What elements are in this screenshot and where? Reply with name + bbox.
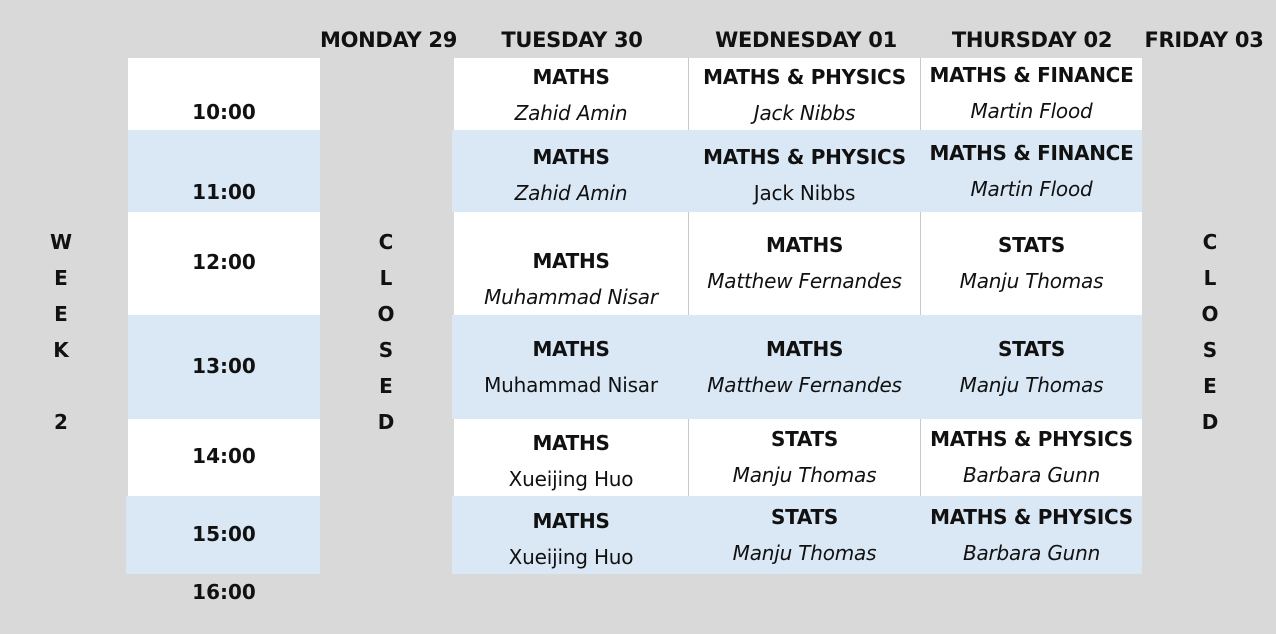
time-label: 11:00 [192, 180, 256, 204]
session-subject: MATHS [765, 337, 844, 361]
session-subject: MATHS [765, 233, 844, 257]
closed-letter: L [1203, 266, 1217, 290]
session-cell [454, 425, 688, 497]
time-label: 13:00 [192, 354, 256, 378]
time-label: 15:00 [192, 522, 256, 546]
session-subject: MATHS [532, 145, 610, 169]
session-cell [454, 331, 688, 403]
time-label: 10:00 [192, 100, 256, 124]
session-subject: STATS [771, 505, 838, 529]
closed-letter: C [378, 230, 394, 254]
day-header-tuesday: TUESDAY 30 [501, 28, 643, 52]
time-label: 16:00 [192, 580, 256, 604]
week-label [46, 224, 76, 440]
session-cell [454, 503, 688, 575]
closed-letter: E [1203, 374, 1217, 398]
session-tutor: Jack Nibbs [753, 181, 856, 205]
session-cell [921, 57, 1142, 129]
session-subject: MATHS [532, 431, 610, 455]
session-cell [454, 243, 688, 315]
session-tutor: Zahid Amin [514, 101, 628, 125]
session-tutor: Muhammad Nisar [484, 373, 658, 397]
closed-letter: S [378, 338, 394, 362]
session-cell [689, 227, 920, 299]
session-cell [689, 421, 920, 493]
session-tutor: Martin Flood [970, 99, 1093, 123]
closed-letter: E [379, 374, 393, 398]
time-label: 12:00 [192, 250, 256, 274]
session-tutor: Manju Thomas [732, 541, 877, 565]
session-subject: STATS [998, 233, 1065, 257]
session-subject: STATS [771, 427, 838, 451]
session-cell [689, 499, 920, 571]
session-tutor: Matthew Fernandes [707, 373, 902, 397]
session-tutor: Manju Thomas [959, 373, 1104, 397]
session-cell [921, 135, 1142, 207]
session-tutor: Xueijing Huo [508, 467, 634, 491]
time-label: 14:00 [192, 444, 256, 468]
session-subject: STATS [998, 337, 1065, 361]
session-tutor: Xueijing Huo [508, 545, 634, 569]
session-subject: MATHS & FINANCE [929, 63, 1134, 87]
session-tutor: Muhammad Nisar [484, 285, 658, 309]
closed-letter: O [377, 302, 395, 326]
friday-closed-label [1195, 224, 1225, 440]
session-cell [921, 421, 1142, 493]
week-letter [46, 368, 76, 404]
session-tutor: Manju Thomas [732, 463, 877, 487]
closed-letter: D [1201, 410, 1219, 434]
session-cell [689, 139, 920, 211]
session-subject: MATHS [532, 509, 610, 533]
week-letter: W [49, 230, 73, 254]
session-tutor: Barbara Gunn [962, 463, 1101, 487]
session-subject: MATHS [532, 337, 610, 361]
day-header-wednesday: WEDNESDAY 01 [715, 28, 897, 52]
session-tutor: Zahid Amin [514, 181, 628, 205]
session-cell [921, 331, 1142, 403]
session-tutor: Jack Nibbs [753, 101, 856, 125]
week-letter: E [54, 302, 68, 326]
session-subject: MATHS & FINANCE [929, 141, 1134, 165]
week-letter: 2 [54, 410, 68, 434]
session-cell [921, 227, 1142, 299]
closed-letter: L [379, 266, 393, 290]
monday-closed-label [371, 224, 401, 440]
session-subject: MATHS & PHYSICS [930, 505, 1133, 529]
week-letter: E [54, 266, 68, 290]
week-letter: K [53, 338, 69, 362]
session-cell [454, 59, 688, 131]
closed-letter: D [377, 410, 395, 434]
day-header-friday: FRIDAY 03 [1144, 28, 1264, 52]
session-subject: MATHS & PHYSICS [930, 427, 1133, 451]
closed-letter: O [1201, 302, 1219, 326]
session-cell [454, 139, 688, 211]
session-tutor: Manju Thomas [959, 269, 1104, 293]
session-tutor: Barbara Gunn [962, 541, 1101, 565]
session-subject: MATHS [532, 249, 610, 273]
session-tutor: Matthew Fernandes [707, 269, 902, 293]
session-cell [689, 331, 920, 403]
day-header-monday: MONDAY 29 [320, 28, 458, 52]
closed-letter: S [1202, 338, 1218, 362]
session-cell [689, 59, 920, 131]
session-subject: MATHS & PHYSICS [703, 65, 906, 89]
session-subject: MATHS & PHYSICS [703, 145, 906, 169]
session-subject: MATHS [532, 65, 610, 89]
session-tutor: Martin Flood [970, 177, 1093, 201]
closed-letter: C [1202, 230, 1218, 254]
session-cell [921, 499, 1142, 571]
day-header-thursday: THURSDAY 02 [951, 28, 1113, 52]
